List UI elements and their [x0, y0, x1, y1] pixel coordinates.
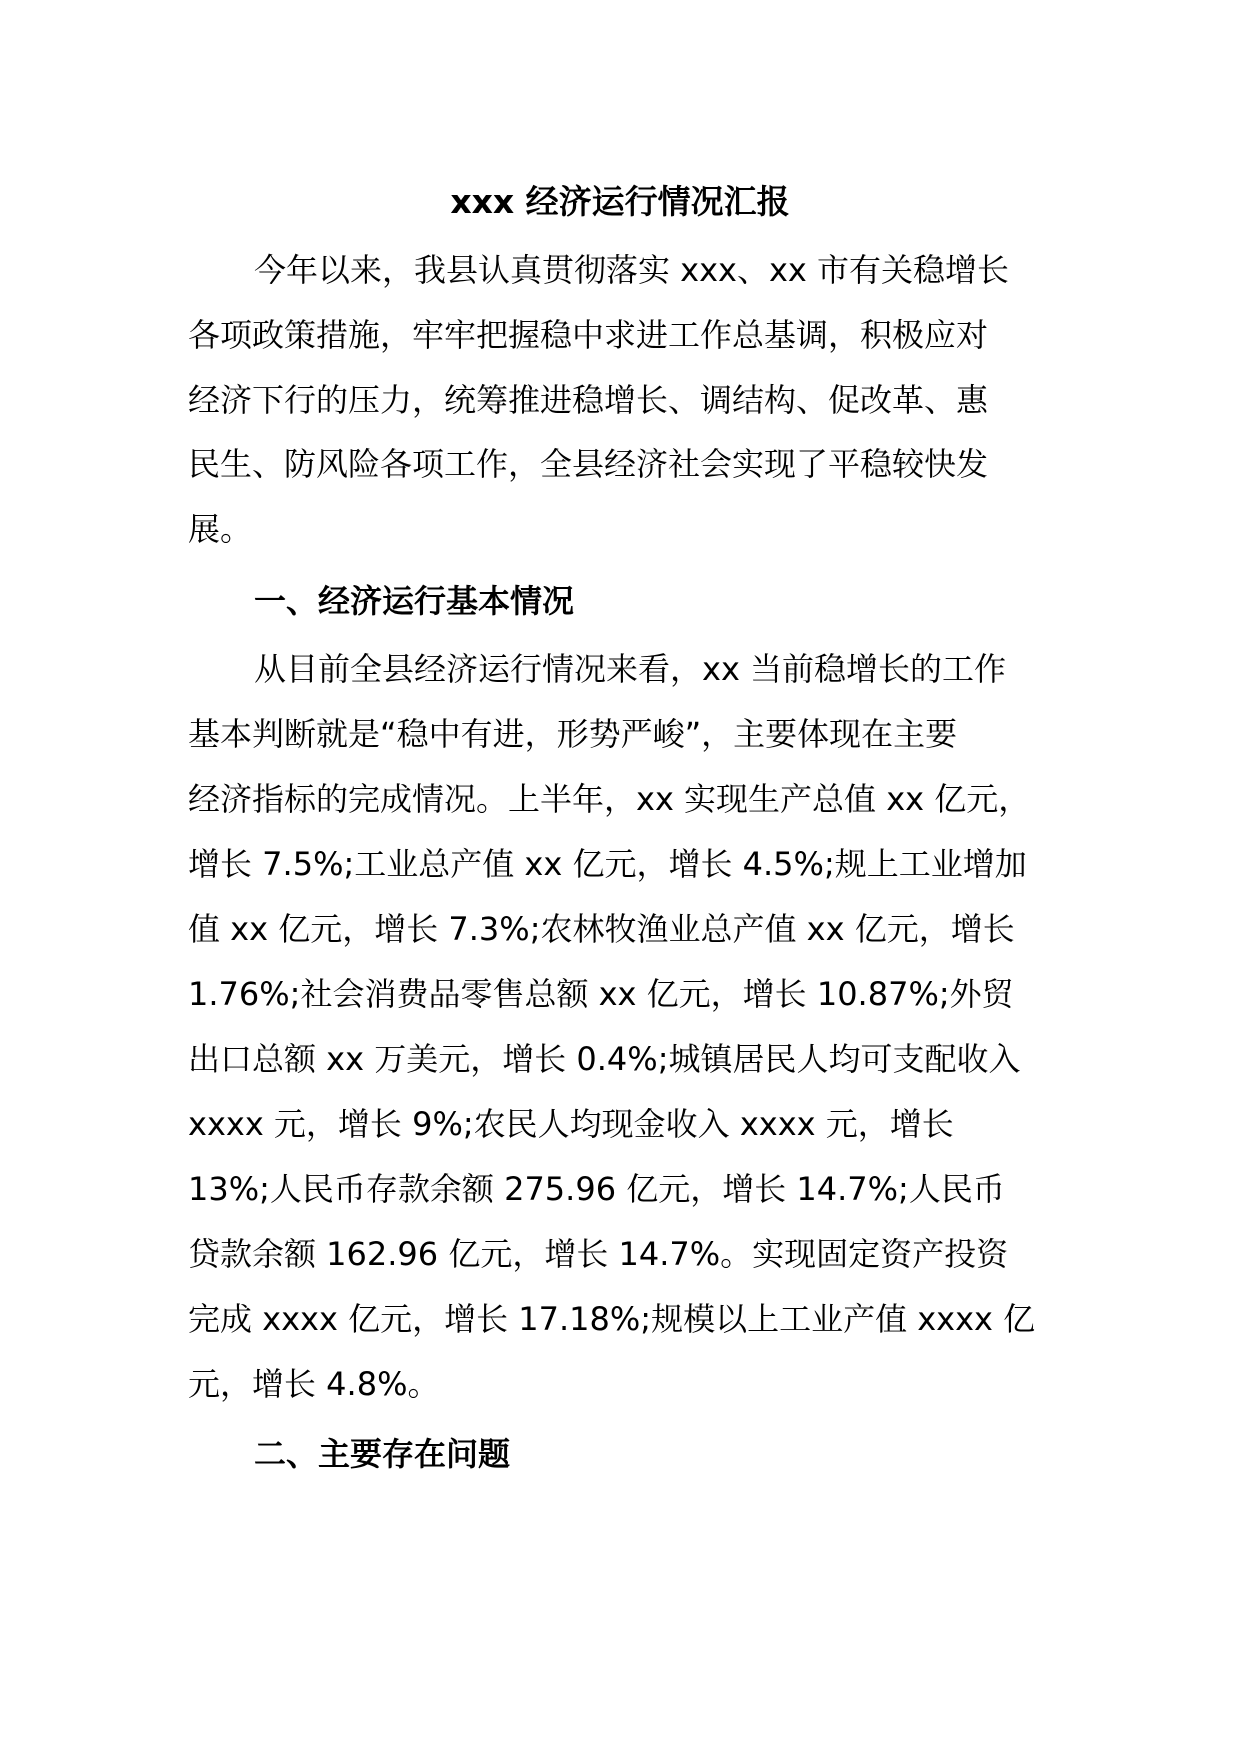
- paragraph-line: 从目前全县经济运行情况来看，xx 当前稳增长的工作: [254, 650, 1007, 688]
- paragraph-line: xxxx 元，增长 9%;农民人均现金收入 xxxx 元，增长: [188, 1105, 954, 1143]
- section-heading-2: 二、主要存在问题: [254, 1435, 511, 1473]
- paragraph-line: 今年以来，我县认真贯彻落实 xxx、xx 市有关稳增长: [254, 251, 1010, 289]
- paragraph-line: 元，增长 4.8%。: [188, 1365, 440, 1403]
- paragraph-line: 增长 7.5%;工业总产值 xx 亿元，增长 4.5%;规上工业增加: [188, 845, 1027, 883]
- paragraph-line: 值 xx 亿元，增长 7.3%;农林牧渔业总产值 xx 亿元，增长: [188, 910, 1015, 948]
- paragraph-line: 1.76%;社会消费品零售总额 xx 亿元，增长 10.87%;外贸: [188, 975, 1014, 1013]
- paragraph-line: 民生、防风险各项工作，全县经济社会实现了平稳较快发: [188, 445, 989, 483]
- paragraph-line: 经济下行的压力，统筹推进稳增长、调结构、促改革、惠: [188, 381, 989, 419]
- paragraph-line: 各项政策措施，牢牢把握稳中求进工作总基调，积极应对: [188, 316, 989, 354]
- paragraph-line: 展。: [188, 510, 253, 548]
- paragraph-line: 完成 xxxx 亿元，增长 17.18%;规模以上工业产值 xxxx 亿: [188, 1300, 1036, 1338]
- section-heading-1: 一、经济运行基本情况: [254, 582, 575, 620]
- document-title: xxx 经济运行情况汇报: [450, 182, 790, 221]
- paragraph-line: 贷款余额 162.96 亿元，增长 14.7%。实现固定资产投资: [188, 1235, 1009, 1273]
- paragraph-line: 经济指标的完成情况。上半年，xx 实现生产总值 xx 亿元，: [188, 780, 1031, 818]
- paragraph-line: 出口总额 xx 万美元，增长 0.4%;城镇居民人均可支配收入: [188, 1040, 1021, 1078]
- paragraph-line: 13%;人民币存款余额 275.96 亿元，增长 14.7%;人民币: [188, 1170, 1005, 1208]
- paragraph-line: 基本判断就是“稳中有进，形势严峻”，主要体现在主要: [188, 715, 958, 753]
